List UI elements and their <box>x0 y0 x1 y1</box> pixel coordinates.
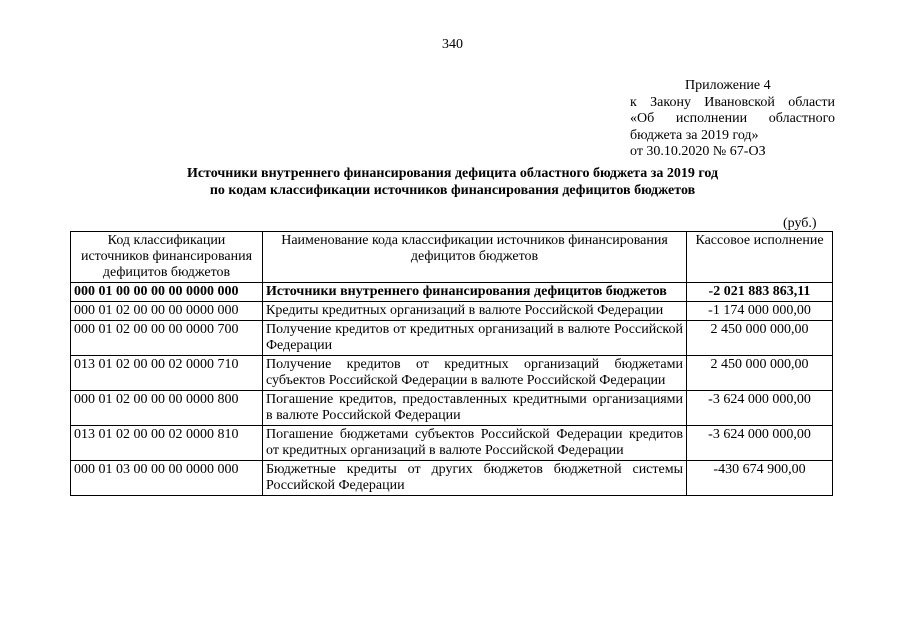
header-amount: Кассовое исполнение <box>687 232 833 283</box>
row-amount: -3 624 000 000,00 <box>687 391 833 426</box>
table-row <box>71 391 833 426</box>
appendix-law-name-line2: бюджета за 2019 год» <box>630 127 759 143</box>
table-row <box>71 302 833 321</box>
row-code: 000 01 03 00 00 00 0000 000 <box>71 461 263 496</box>
table-row <box>71 283 833 302</box>
row-amount: -2 021 883 863,11 <box>687 283 833 302</box>
document-title-line1: Источники внутреннего финансирования дефицита областного бюджета за 2019 год <box>186 166 719 181</box>
appendix-law-line: к Закону Ивановской области <box>630 94 835 110</box>
header-name: Наименование кода классификации источников финансирования дефицитов бюджетов <box>263 232 687 283</box>
row-amount: -430 674 900,00 <box>687 461 833 496</box>
table-row <box>71 426 833 461</box>
row-amount: 2 450 000 000,00 <box>687 321 833 356</box>
row-name: Кредиты кредитных организаций в валюте Российской Федерации <box>263 302 687 321</box>
row-name: Погашение бюджетами субъектов Российской Федерации кредитов от кредитных организаций в валюте Российской Федерации <box>263 426 687 461</box>
row-code: 013 01 02 00 00 02 0000 810 <box>71 426 263 461</box>
row-code: 000 01 02 00 00 00 0000 000 <box>71 302 263 321</box>
table-row <box>71 321 833 356</box>
row-amount: -1 174 000 000,00 <box>687 302 833 321</box>
appendix-block <box>630 78 835 161</box>
row-name: Получение кредитов от кредитных организаций бюджетами субъектов Российской Федерации в валюте Российской Федерации <box>263 356 687 391</box>
row-code: 013 01 02 00 00 02 0000 710 <box>71 356 263 391</box>
appendix-title: Приложение 4 <box>685 78 771 93</box>
page-number: 340 <box>442 37 463 52</box>
row-code: 000 01 00 00 00 00 0000 000 <box>71 283 263 302</box>
document-title-line2: по кодам классификации источников финансирования дефицитов бюджетов <box>209 183 696 198</box>
appendix-law-date: от 30.10.2020 № 67-ОЗ <box>630 144 766 159</box>
row-code: 000 01 02 00 00 00 0000 800 <box>71 391 263 426</box>
table-row <box>71 461 833 496</box>
financing-sources-table <box>70 231 833 496</box>
appendix-law-name-line1: «Об исполнении областного <box>630 111 835 126</box>
row-name: Источники внутреннего финансирования дефицитов бюджетов <box>263 283 687 302</box>
document-title <box>0 165 905 199</box>
header-code: Код классификации источников финансирования дефицитов бюджетов <box>71 232 263 283</box>
row-name: Бюджетные кредиты от других бюджетов бюджетной системы Российской Федерации <box>263 461 687 496</box>
row-name: Получение кредитов от кредитных организаций в валюте Российской Федерации <box>263 321 687 356</box>
row-amount: -3 624 000 000,00 <box>687 426 833 461</box>
row-name: Погашение кредитов, предоставленных кредитными организациями в валюте Российской Федерации <box>263 391 687 426</box>
table-header-row <box>71 232 833 283</box>
row-code: 000 01 02 00 00 00 0000 700 <box>71 321 263 356</box>
table-row <box>71 356 833 391</box>
currency-unit: (руб.) <box>783 216 817 231</box>
row-amount: 2 450 000 000,00 <box>687 356 833 391</box>
